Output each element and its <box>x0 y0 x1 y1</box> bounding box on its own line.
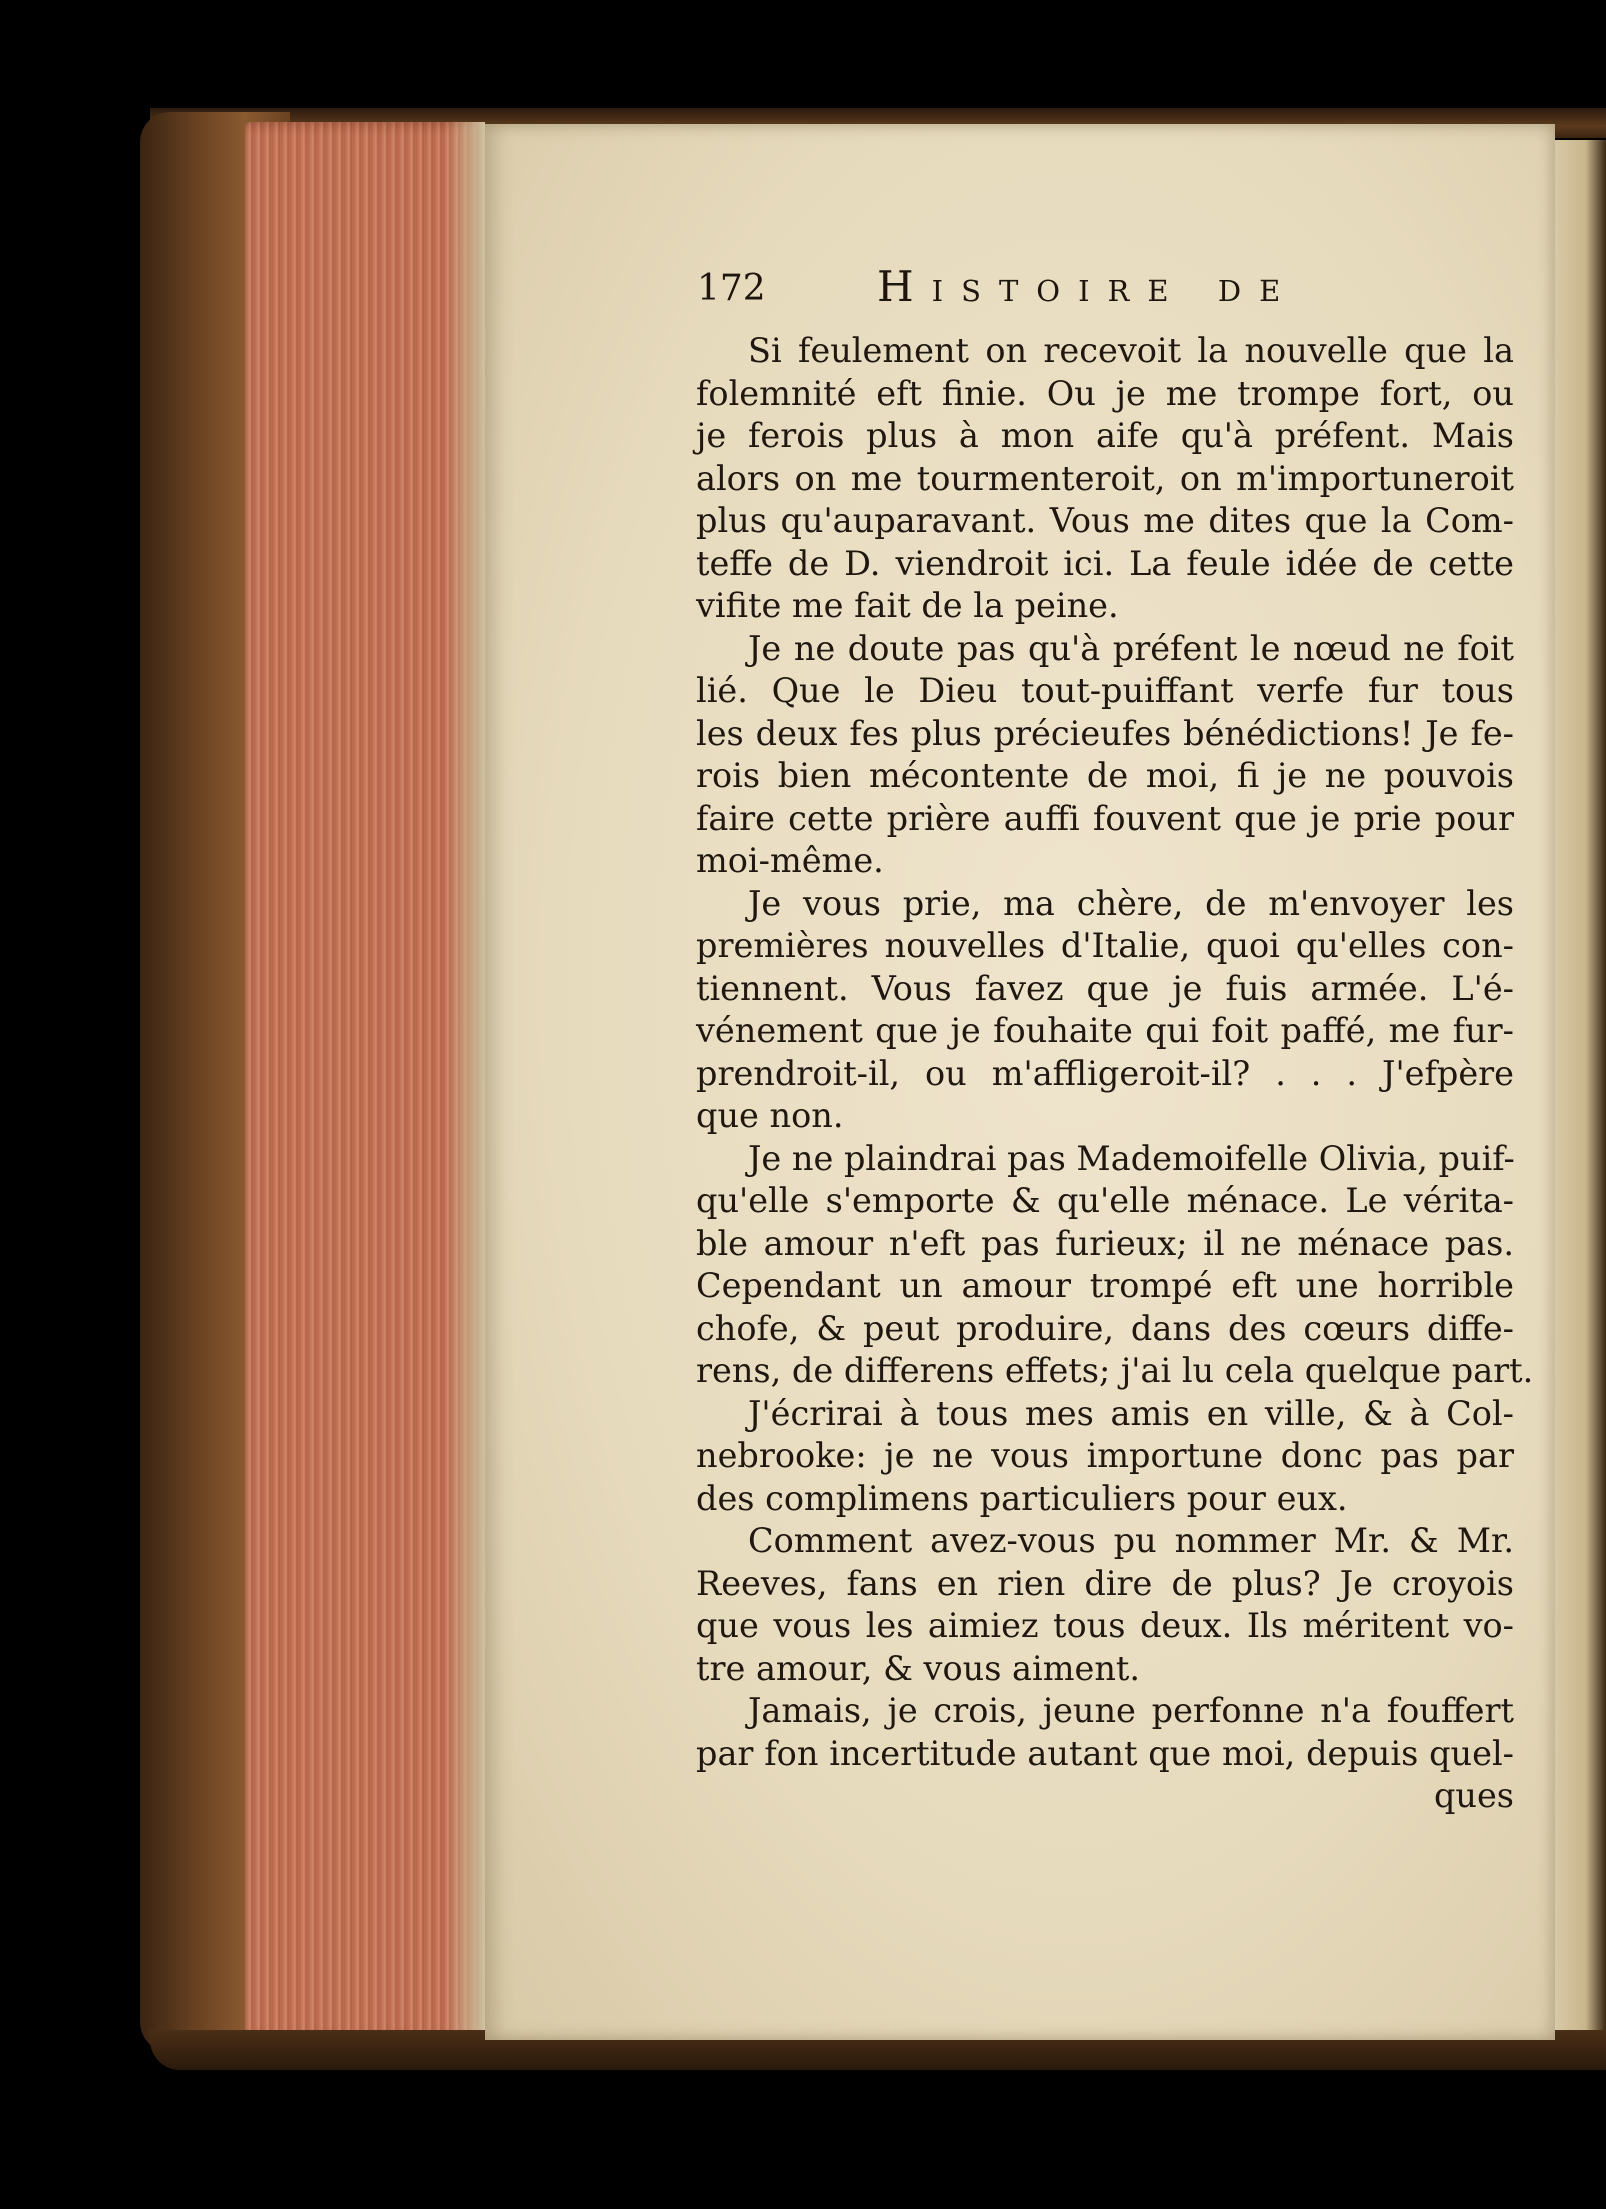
text-line: faire cette prière auffi fouvent que je prie pour <box>696 798 1514 838</box>
text-line: premières nouvelles d'Italie, quoi qu'elles con- <box>696 926 1514 965</box>
text-line: Je ne doute pas qu'à préfent le nœud ne foit <box>748 628 1514 668</box>
text-line: Comment avez-vous pu nommer Mr. & Mr. <box>748 1521 1514 1560</box>
text-line: moi-même. <box>696 841 884 880</box>
page-edges <box>245 122 485 2042</box>
text-line: rois bien mécontente de moi, fi je ne pouvois <box>696 756 1514 795</box>
text-line: Jamais, je crois, jeune perfonne n'a fouffert <box>748 1691 1514 1730</box>
text-line: Si feulement on recevoit la nouvelle que la <box>748 331 1514 370</box>
catchword: ques <box>1433 1776 1514 1815</box>
text-line: vénement que je fouhaite qui foit paffé, me fur- <box>696 1011 1514 1050</box>
text-line: folemnité eft finie. Ou je me trompe fort, ou <box>696 373 1514 413</box>
text-line: Je vous prie, ma chère, de m'envoyer les <box>748 883 1514 923</box>
text-line: vifite me fait de la peine. <box>696 586 1119 625</box>
text-line: les deux fes plus précieufes bénédictions! Je fe- <box>696 713 1514 753</box>
text-line: plus qu'auparavant. Vous me dites que la Com- <box>696 501 1514 540</box>
text-line: qu'elle s'emporte & qu'elle ménace. Le vérita- <box>696 1181 1514 1220</box>
running-head: Histoire de <box>877 262 1299 311</box>
text-line: des complimens particuliers pour eux. <box>696 1478 1348 1518</box>
text-line: rens, de differens effets; j'ai lu cela quelque part. <box>696 1351 1534 1390</box>
text-line: par fon incertitude autant que moi, depuis quel- <box>696 1733 1514 1773</box>
text-line: Cependant un amour trompé eft une horrible <box>696 1266 1514 1305</box>
page-number: 172 <box>697 268 766 309</box>
text-line: teffe de D. viendroit ici. La feule idée de cette <box>696 543 1514 583</box>
page-text <box>696 330 1534 1818</box>
text-line: Je ne plaindrai pas Mademoifelle Olivia, puif- <box>748 1138 1515 1178</box>
text-line: tiennent. Vous favez que je fuis armée. L'é- <box>696 968 1514 1008</box>
text-line: Reeves, fans en rien dire de plus? Je croyois <box>696 1563 1514 1603</box>
text-line: nebrooke: je ne vous importune donc pas par <box>696 1436 1514 1475</box>
text-line: que vous les aimiez tous deux. Ils méritent vo- <box>696 1606 1514 1645</box>
text-line: ble amour n'eft pas furieux; il ne ménace pas. <box>696 1223 1514 1263</box>
text-line: que non. <box>696 1096 844 1135</box>
text-line: lié. Que le Dieu tout-puiffant verfe fur tous <box>696 671 1514 710</box>
text-line: chofe, & peut produire, dans des cœurs diffe- <box>696 1308 1514 1348</box>
text-line: J'écrirai à tous mes amis en ville, & à Col- <box>748 1393 1514 1433</box>
text-line: prendroit-il, ou m'affligeroit-il? . . . J'efpère <box>696 1053 1514 1093</box>
text-line: tre amour, & vous aiment. <box>696 1648 1141 1688</box>
facing-page-edge <box>1555 140 1606 2030</box>
page-header <box>697 262 1497 318</box>
text-line: alors on me tourmenteroit, on m'importuneroit <box>696 458 1514 498</box>
text-line: je ferois plus à mon aife qu'à préfent. Mais <box>696 416 1514 455</box>
